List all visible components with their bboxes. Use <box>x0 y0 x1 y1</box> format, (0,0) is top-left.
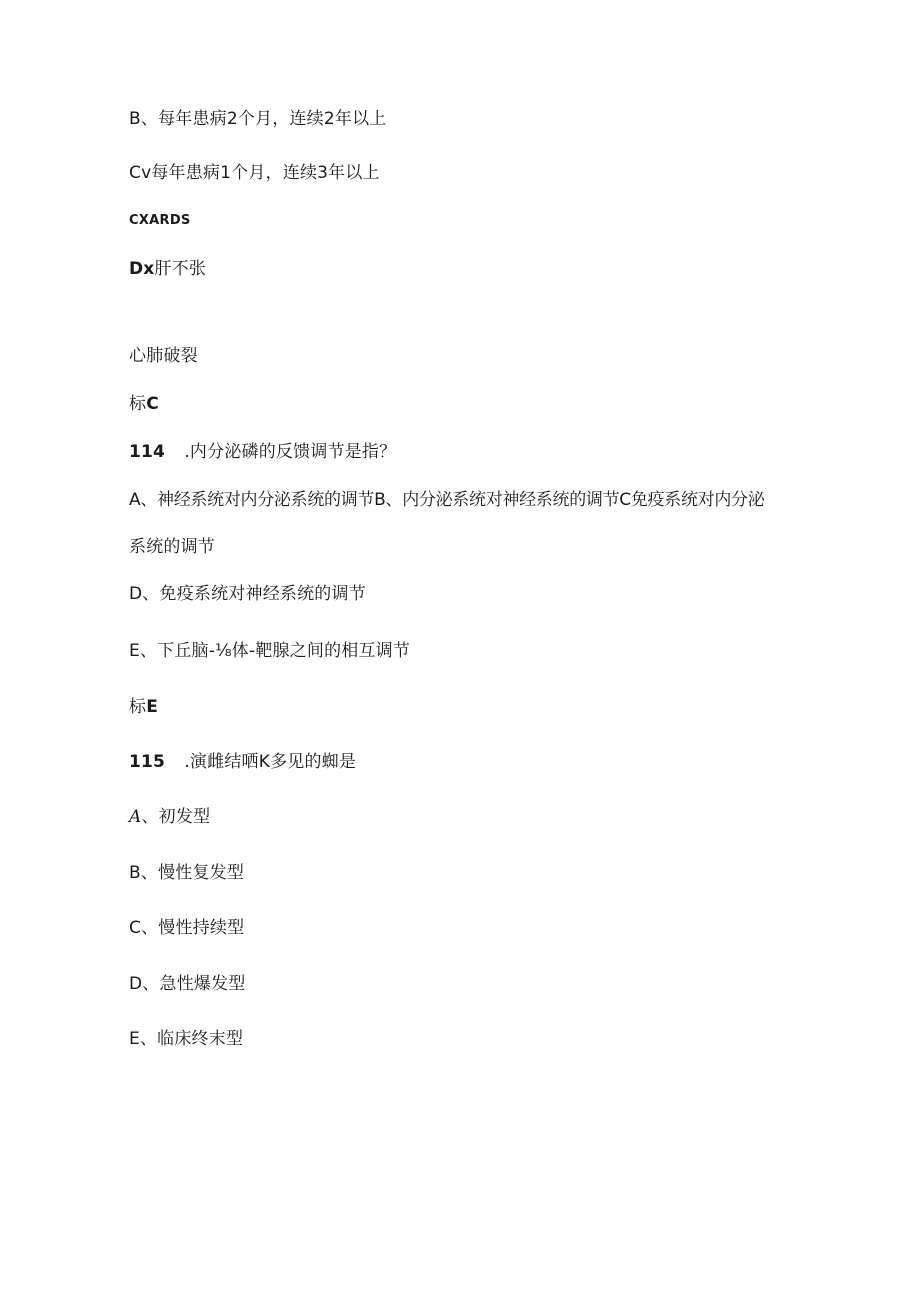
question-text: .演雌结哂K多见的蜘是 <box>184 752 357 772</box>
option-c-text: Cv每年患病1个月，连续3年以上 <box>129 163 380 183</box>
answer-114-line <box>129 696 158 718</box>
option-e-text: E、下丘脑-⅛体-靶腺之间的相互调节 <box>129 641 411 661</box>
question-115-option-e <box>129 1028 243 1050</box>
option-b-text: B、每年患病2个月，连续2年以上 <box>129 109 387 129</box>
question-number: 114 <box>129 442 166 462</box>
option-e-text: E、临床终末型 <box>129 1029 244 1049</box>
question-text: .内分泌磷的反馈调节是指？ <box>184 442 397 462</box>
question-115 <box>129 751 356 773</box>
option-cxards-text: CXARDS <box>129 213 191 228</box>
option-b-line <box>129 108 387 130</box>
option-d-text: D、免疫系统对神经系统的调节 <box>129 584 366 604</box>
answer-value: E <box>146 697 159 717</box>
answer-value: C <box>146 394 159 414</box>
option-a-text: 、初发型 <box>141 807 211 827</box>
option-a-letter: A <box>129 807 142 827</box>
option-d-text: 肝不张 <box>154 259 207 279</box>
option-extra-text: 心肺破裂 <box>129 346 198 366</box>
question-114-options-line2 <box>129 536 215 558</box>
option-b-text: B、慢性复发型 <box>129 863 245 883</box>
option-cxards-line <box>129 210 191 232</box>
option-d-prefix: Dx <box>129 259 155 279</box>
question-115-option-d <box>129 973 246 995</box>
option-c-line <box>129 162 380 184</box>
question-114-option-e <box>129 640 410 662</box>
question-115-option-c <box>129 917 244 939</box>
question-115-option-b <box>129 862 244 884</box>
options-text-continued: 系统的调节 <box>129 537 215 557</box>
option-c-text: C、慢性持续型 <box>129 918 245 938</box>
question-115-option-a <box>129 806 210 828</box>
answer-label: 标 <box>129 697 147 717</box>
option-d-text: D、急性爆发型 <box>129 974 246 994</box>
option-extra-line <box>129 345 198 367</box>
answer-label: 标 <box>129 394 147 414</box>
question-number: 115 <box>129 752 166 772</box>
question-114 <box>129 441 396 463</box>
option-d-line <box>129 258 206 280</box>
question-114-options-line1 <box>129 489 764 511</box>
answer-113-line <box>129 393 159 415</box>
options-text: A、神经系统对内分泌系统的调节B、内分泌系统对神经系统的调节C免疫系统对内分泌 <box>129 490 765 510</box>
question-114-option-d <box>129 583 366 605</box>
